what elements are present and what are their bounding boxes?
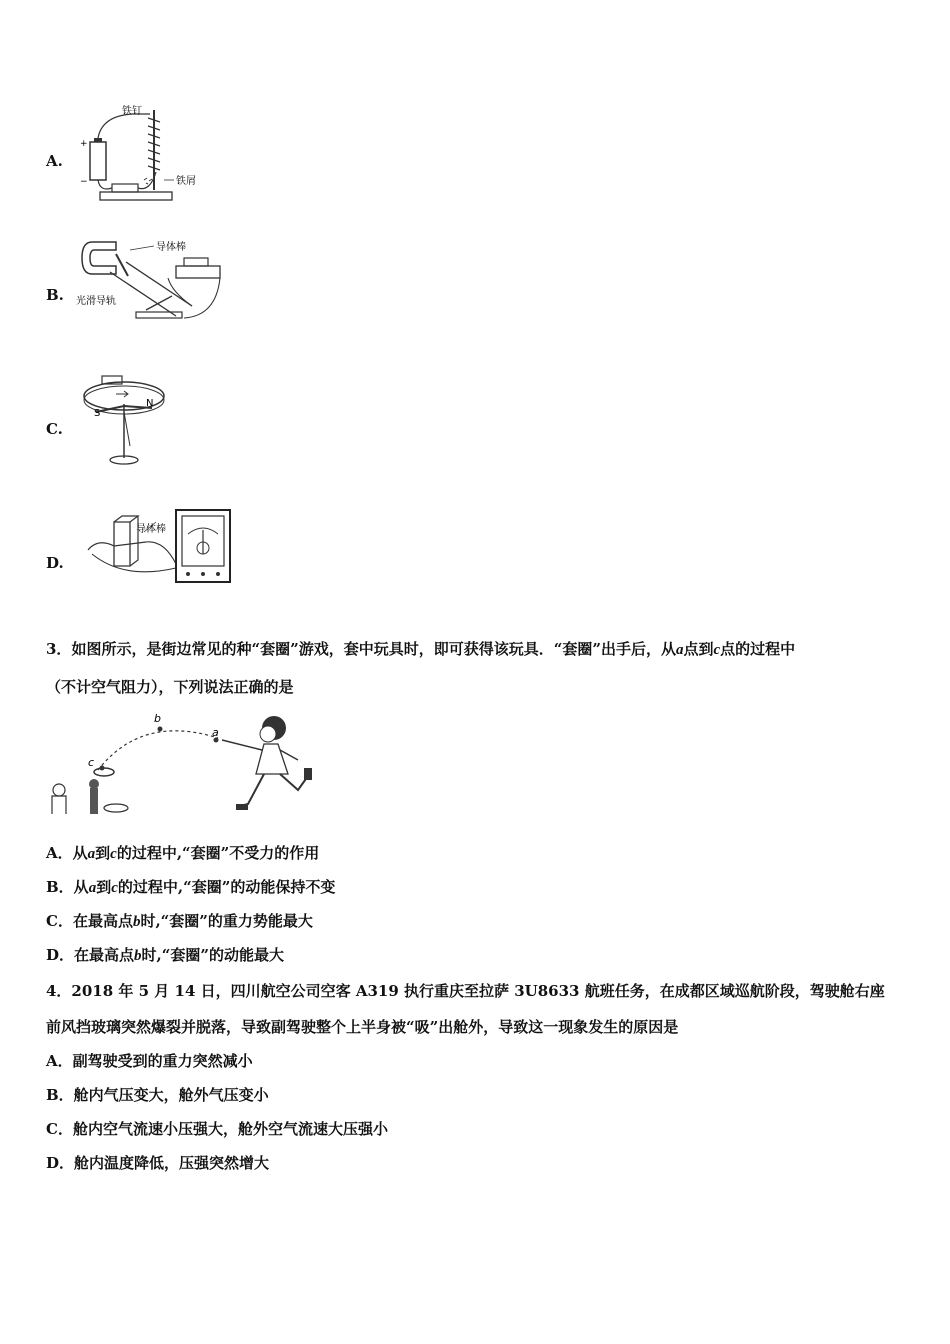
q3-line2: （不计空气阻力），下列说法正确的是: [46, 678, 294, 696]
q4-option-a[interactable]: A．副驾驶受到的重力突然减小: [46, 1052, 253, 1070]
q3-option-c[interactable]: [46, 910, 313, 931]
q3-line1: [46, 638, 795, 659]
figure-compass-coil: [80, 366, 170, 470]
q3-text-b: 点到: [683, 640, 714, 658]
q3-option-b-v1: a: [88, 880, 97, 896]
label-iron-filings: 铁屑: [176, 176, 196, 187]
label-iron-nail: 铁钉: [122, 106, 142, 117]
q3-text-a: 如图所示，是街边常见的种“套圈”游戏，套中玩具时，即可获得该玩具．“套圈”出手后，从: [71, 640, 676, 658]
q3-option-a-pre: A．从: [46, 844, 88, 862]
option-c-label: C.: [46, 420, 63, 438]
q3-option-c-pre: C．在最高点: [46, 912, 133, 930]
figure-galvanometer: [84, 504, 234, 586]
q4-option-c[interactable]: C．舱内空气流速小压强大，舱外空气流速大压强小: [46, 1120, 388, 1138]
q4-line1: 4．2018 年 5 月 14 日，四川航空公司空客 A319 执行重庆至拉萨 3U8633 航班任务，在成都区域巡航阶段，驾驶舱右座: [46, 982, 885, 1000]
svg-text:−: −: [80, 177, 88, 187]
q4-option-b[interactable]: B．舱内气压变大，舱外气压变小: [46, 1086, 269, 1104]
point-b: b: [154, 712, 161, 725]
label-conductor-rod: 导体棒: [156, 242, 186, 253]
q3-option-c-v1: b: [132, 914, 141, 930]
q3-option-b-post: 的过程中,“套圈”的动能保持不变: [117, 878, 336, 896]
option-a-label: A.: [46, 152, 63, 170]
label-s-pole: S: [94, 408, 101, 419]
q3-option-b-mid: 到: [96, 878, 112, 896]
q3-var-c: c: [713, 642, 721, 658]
q3-option-a-mid: 到: [95, 844, 111, 862]
q3-var-a: a: [675, 642, 684, 658]
q3-option-d-post: 时,“套圈”的动能最大: [141, 946, 284, 964]
point-a: a: [212, 726, 219, 739]
label-conductor-rod-d: 导体棒: [136, 524, 166, 535]
q3-option-b-pre: B．从: [46, 878, 89, 896]
q3-option-b[interactable]: [46, 876, 335, 897]
option-d-label: D.: [46, 554, 64, 572]
q3-option-a-v2: c: [110, 846, 117, 862]
q3-option-b-v2: c: [111, 880, 118, 896]
q3-option-a-post: 的过程中,“套圈”不受力的作用: [116, 844, 320, 862]
q3-option-a-v1: a: [87, 846, 96, 862]
q3-option-a[interactable]: [46, 842, 319, 863]
label-smooth-rail: 光滑导轨: [76, 296, 116, 307]
point-c: c: [88, 756, 95, 769]
q4-option-d[interactable]: D．舱内温度降低，压强突然增大: [46, 1154, 270, 1172]
q3-text-c: 点的过程中: [720, 640, 796, 658]
q3-option-d[interactable]: [46, 944, 284, 965]
svg-text:+: +: [80, 139, 88, 149]
label-n-pole: N: [146, 398, 154, 409]
figure-ring-toss: [42, 704, 322, 822]
q3-number: 3．: [46, 640, 72, 658]
figure-conductor-rail: [76, 232, 226, 330]
q4-line2: 前风挡玻璃突然爆裂并脱落，导致副驾驶整个上半身被“吸”出舱外，导致这一现象发生的原因是: [46, 1018, 679, 1036]
option-b-label: B.: [46, 286, 64, 304]
q3-option-c-post: 时,“套圈”的重力势能最大: [140, 912, 313, 930]
q3-option-d-v1: b: [134, 948, 142, 964]
q3-option-d-pre: D．在最高点: [46, 946, 135, 964]
figure-electromagnet: [72, 100, 212, 210]
